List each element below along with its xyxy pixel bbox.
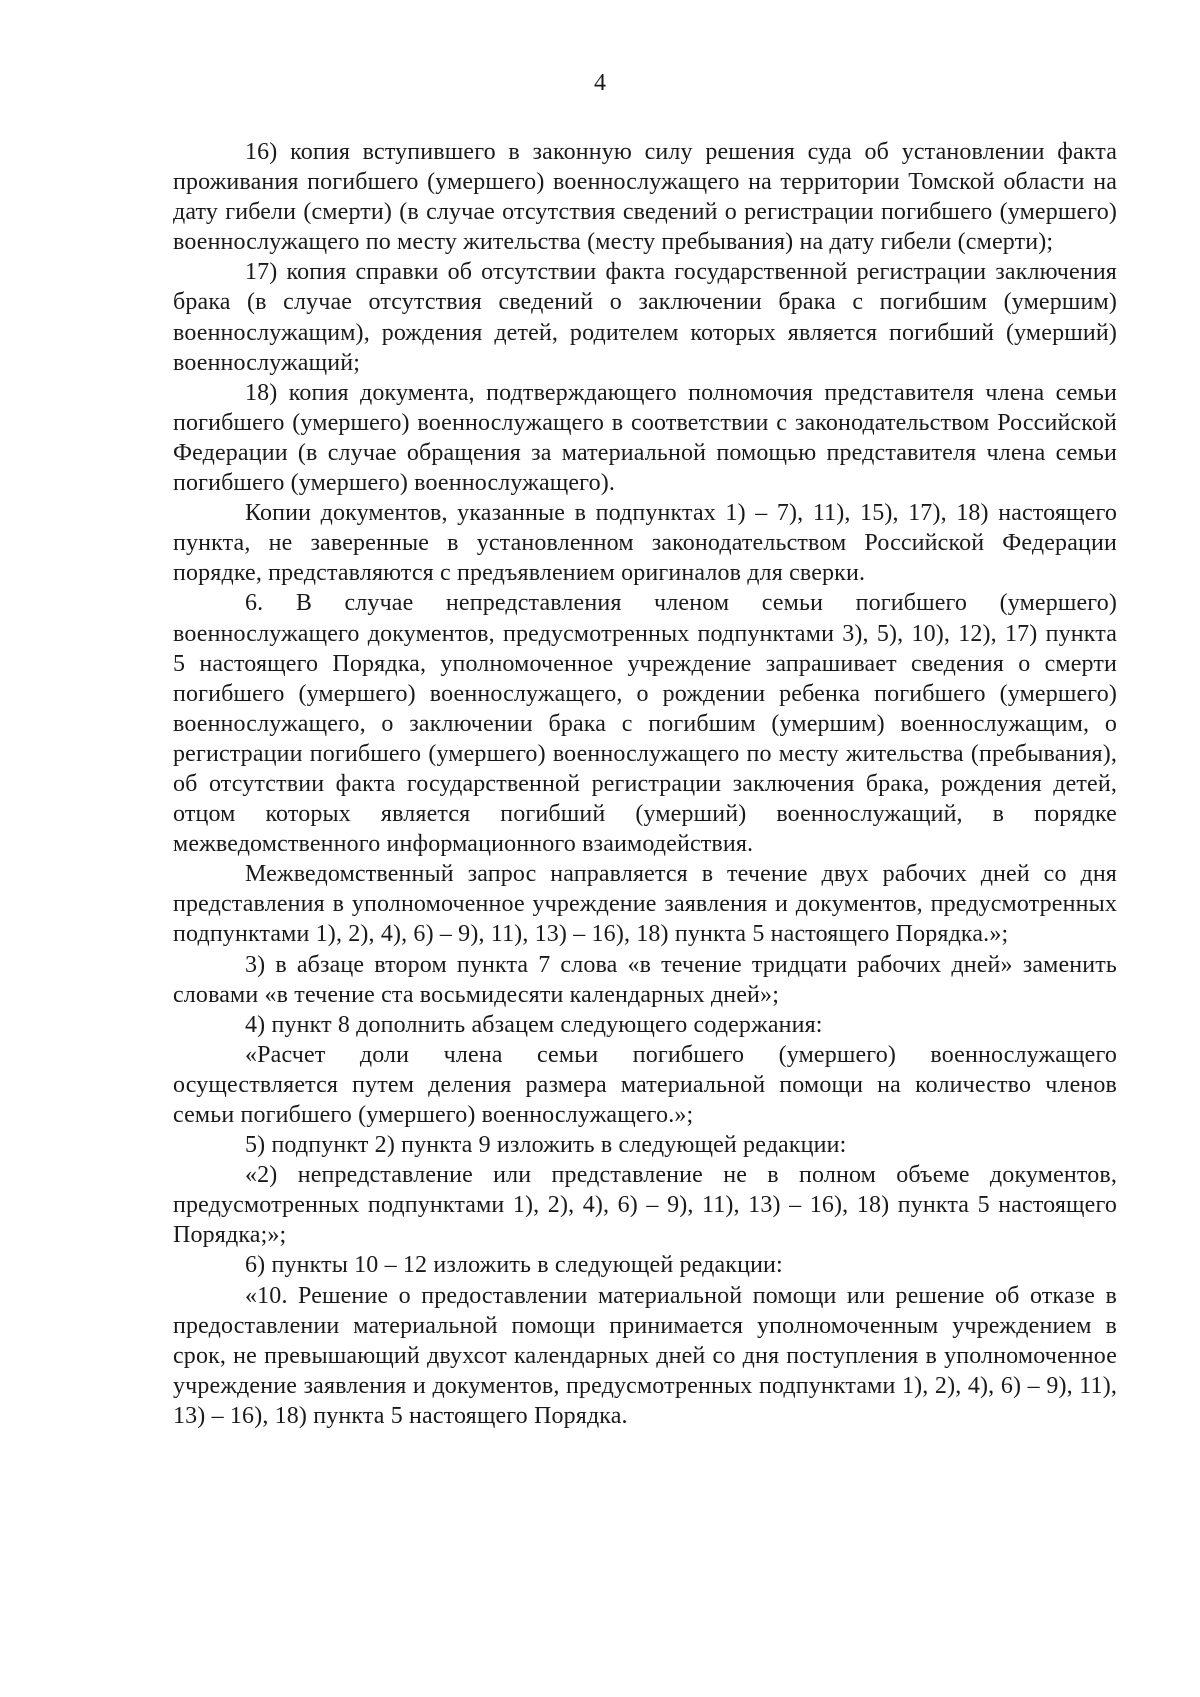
paragraph-item-16: 16) копия вступившего в законную силу решения суда об установлении факта проживания погибшего (умершего) военнослужащего на территории Томской области на дату гибели (смерти) (в случае отсутствия сведений о регистрации погибшего (умершего) военнослужащего по месту жительства (месту пребывания) на дату гибели (смерти); — [173, 139, 1117, 256]
paragraph-document-copies: Копии документов, указанные в подпунктах 1) – 7), 11), 15), 17), 18) настоящего пункта, не заверенные в установленном законодательством Российской Федерации порядке, представляются с предъявлением оригиналов для сверки. — [173, 500, 1117, 587]
paragraph-amendment-6: 6) пункты 10 – 12 изложить в следующей редакции: — [245, 1252, 783, 1279]
page-number: 4 — [594, 70, 606, 96]
paragraph-refusal-ground-2: «2) непредставление или представление не в полном объеме документов, предусмотренных подпунктами 1), 2), 4), 6) – 9), 11), 13) – 16), 18) пункта 5 настоящего Порядка;»; — [173, 1162, 1117, 1249]
paragraph-amendment-5: 5) подпункт 2) пункта 9 изложить в следующей редакции: — [245, 1132, 847, 1159]
document-body — [173, 137, 1117, 1431]
paragraph-item-17: 17) копия справки об отсутствии факта государственной регистрации заключения брака (в случае отсутствия сведений о заключении брака с погибшим (умершим) военнослужащим), рождения детей, родителем которых является погибший (умерший) военнослужащий; — [173, 259, 1117, 376]
paragraph-share-calculation: «Расчет доли члена семьи погибшего (умершего) военнослужащего осуществляется путем деления размера материальной помощи на количество членов семьи погибшего (умершего) военнослужащего.»; — [173, 1041, 1117, 1128]
paragraph-amendment-4: 4) пункт 8 дополнить абзацем следующего содержания: — [245, 1011, 823, 1038]
paragraph-interagency-request: Межведомственный запрос направляется в течение двух рабочих дней со дня представления в уполномоченное учреждение заявления и документов, предусмотренных подпунктами 1), 2), 4), 6) – 9), 11), 13) – 16), 18) пункта 5 настоящего Порядка.»; — [173, 861, 1117, 948]
paragraph-clause-10: «10. Решение о предоставлении материальной помощи или решение об отказе в предоставлении материальной помощи принимается уполномоченным учреждением в срок, не превышающий двухсот календарных дней со дня поступления в уполномоченное учреждение заявления и документов, предусмотренных подпунктами 1), 2), 4), 6) – 9), 11), 13) – 16), 18) пункта 5 настоящего Порядка. — [173, 1282, 1117, 1429]
paragraph-clause-6: 6. В случае непредставления членом семьи погибшего (умершего) военнослужащего документов, предусмотренных подпунктами 3), 5), 10), 12), 17) пункта 5 настоящего Порядка, уполномоченное учреждение запрашивает сведения о смерти погибшего (умершего) военнослужащего, о рождении ребенка погибшего (умершего) военнослужащего, о заключении брака с погибшим (умершим) военнослужащим, о регистрации погибшего (умершего) военнослужащего по месту жительства (пребывания), об отсутствии факта государственной регистрации заключения брака, рождения детей, отцом которых является погибший (умерший) военнослужащий, в порядке межведомственного информационного взаимодействия. — [173, 590, 1117, 858]
paragraph-amendment-3: 3) в абзаце втором пункта 7 слова «в течение тридцати рабочих дней» заменить словами «в течение ста восьмидесяти календарных дней»; — [173, 951, 1117, 1008]
paragraph-item-18: 18) копия документа, подтверждающего полномочия представителя члена семьи погибшего (умершего) военнослужащего в соответствии с законодательством Российской Федерации (в случае обращения за материальной помощью представителя члена семьи погибшего (умершего) военнослужащего). — [173, 379, 1117, 497]
